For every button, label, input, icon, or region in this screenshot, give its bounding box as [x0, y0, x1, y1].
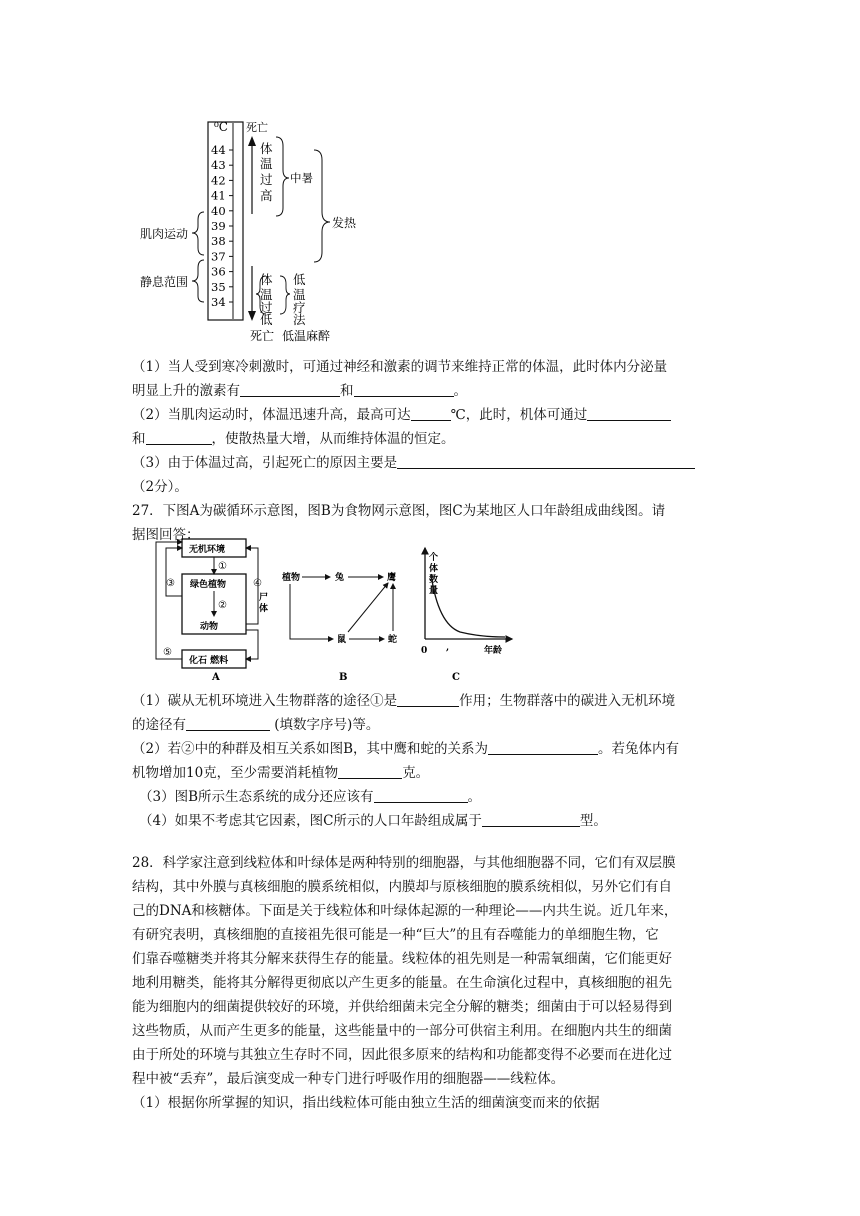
q26-part2-line1: （2）当肌肉运动时，体温迅速升高，最高可达 ℃，此时，机体可通过: [132, 403, 671, 427]
svg-text:法: 法: [293, 312, 306, 327]
fever-brace: [314, 150, 330, 262]
q28-line: 结构，其中外膜与真核细胞的膜系统相似，内膜却与原核细胞的膜系统相似，另外它们有自: [132, 879, 672, 895]
corpse-label-1: 尸: [259, 593, 269, 603]
high-temp-label: [260, 141, 273, 203]
q28-line: 程中被“丢弃”，最后演变成一种专门进行呼吸作用的细胞器——线粒体。: [132, 1071, 565, 1087]
svg-text:无机环境: 无机环境: [189, 545, 226, 555]
svg-text:数: 数: [429, 575, 439, 585]
svg-text:蛇: 蛇: [388, 635, 398, 645]
unit-label: ⁰C: [214, 120, 228, 134]
q28-line: 这些物质，从而产生更多的能量，这些能量中的一部分可供宿主利用。在细胞内共生的细菌: [132, 1023, 672, 1039]
svg-text:年龄: 年龄: [484, 646, 503, 656]
svg-text:植物: 植物: [282, 573, 301, 583]
up-arrow-icon: [248, 136, 256, 146]
figure-abc: [0, 534, 860, 684]
svg-text:鹰: 鹰: [387, 573, 397, 583]
answer-blank[interactable]: [488, 739, 598, 755]
answer-blank[interactable]: [397, 453, 695, 469]
svg-text:低: 低: [260, 312, 273, 327]
q28-passage: [132, 851, 732, 1115]
q28-line: 由于所处的环境与其独立生存时不同，因此很多原来的结构和功能都变得不必要而在进化过: [132, 1047, 672, 1063]
svg-text:③: ③: [166, 578, 175, 589]
down-arrow-icon: [248, 311, 256, 321]
figure-b-label: B: [339, 672, 348, 683]
scale-value: 43: [211, 158, 226, 173]
svg-text:兔: 兔: [335, 573, 345, 583]
svg-text:⑤: ⑤: [163, 647, 172, 658]
q27-part2-line2: 机物增加10克，至少需要消耗植物 克。: [132, 765, 430, 781]
resting-brace: [192, 260, 204, 302]
svg-text:,: ,: [446, 643, 450, 653]
answer-blank[interactable]: [338, 763, 402, 779]
q28-line: 有研究表明，真核细胞的直接祖先很可能是一种“巨大”的且有吞噬能力的单细胞生物，它: [132, 927, 659, 943]
figure-c-label: C: [452, 672, 460, 683]
fever-label: 发热: [332, 216, 357, 230]
scale-value: 36: [211, 264, 226, 279]
corpse-label-2: 体: [259, 604, 269, 614]
low-temp-right-brace: [280, 276, 290, 314]
answer-blank[interactable]: [587, 405, 671, 421]
heatstroke-brace: [276, 137, 289, 216]
carbon-cycle-diagram: [156, 539, 268, 683]
answer-blank[interactable]: [482, 811, 580, 827]
q27-part1-line1: （1）碳从无机环境进入生物群落的途径①是 作用；生物群落中的碳进入无机环境: [132, 693, 676, 709]
population-curve: [431, 574, 505, 637]
svg-text:过: 过: [260, 172, 273, 187]
svg-text:温: 温: [260, 287, 273, 302]
answer-blank[interactable]: [186, 715, 270, 731]
scale-value: 35: [211, 279, 226, 294]
svg-text:高: 高: [260, 188, 273, 203]
svg-text:动物: 动物: [200, 622, 219, 632]
svg-text:0: 0: [421, 646, 428, 656]
scale-value: 44: [211, 143, 226, 157]
q28-line: 己的DNA和核糖体。下面是关于线粒体和叶绿体起源的一种理论——内共生说。近几年来，: [132, 903, 678, 919]
scale-value: 40: [211, 203, 226, 218]
svg-text:化石 燃料: 化石 燃料: [189, 656, 229, 666]
answer-blank[interactable]: [146, 429, 212, 445]
svg-text:体: 体: [260, 272, 273, 287]
q26-part2-line2: 和 ，使散热量大增，从而维持体温的恒定。: [132, 431, 455, 447]
scale-value: 38: [211, 234, 226, 249]
q27-part1-line2: 的途径有 (填数字序号)等。: [132, 717, 380, 733]
svg-text:低: 低: [293, 272, 306, 287]
svg-text:个: 个: [429, 553, 439, 563]
q26-part3-line2: （2分）。: [132, 479, 188, 495]
svg-text:④: ④: [253, 578, 262, 589]
q26-part1-line2: 明显上升的激素有 和 。: [132, 383, 467, 399]
svg-text:体: 体: [260, 141, 273, 156]
q26-part1-line1: （1）当人受到寒冷刺激时，可通过神经和激素的调节来维持正常的体温，此时体内分泌量: [132, 359, 668, 375]
scale-value: 34: [211, 295, 226, 309]
q27-intro-line2: 据图回答：: [132, 527, 200, 543]
q28-line: 地利用糖类，能将其分解得更彻底以产生更多的能量。在生命演化过程中，真核细胞的祖先: [132, 975, 672, 991]
top-death-label: 死亡: [246, 121, 268, 134]
svg-text:量: 量: [429, 586, 439, 596]
q27-part4: （4）如果不考虑其它因素，图C所示的人口年龄组成属于 型。: [139, 813, 607, 829]
scale-value: 37: [211, 249, 226, 264]
hypothermia-anesthesia-label: 低温麻醉: [282, 329, 331, 343]
svg-text:过: 过: [260, 300, 273, 315]
heatstroke-label: 中暑: [290, 171, 313, 185]
figure-a-label: A: [212, 672, 220, 683]
answer-blank[interactable]: [240, 381, 340, 397]
answer-blank[interactable]: [374, 787, 468, 803]
age-structure-chart: [421, 548, 512, 683]
q26-part3-line1: （3）由于体温过高，引起死亡的原因主要是: [132, 451, 695, 475]
svg-text:温: 温: [293, 287, 306, 302]
resting-range-label: 静息范围: [140, 275, 189, 289]
answer-blank[interactable]: [397, 691, 459, 707]
svg-text:鼠: 鼠: [337, 635, 347, 645]
svg-text:疗: 疗: [293, 300, 306, 315]
svg-text:温: 温: [260, 156, 273, 171]
q28-line: 能为细胞内的细菌提供较好的环境，并供给细菌未完全分解的糖类；细菌由于可以轻易得到: [132, 999, 672, 1015]
q28-line: 28．科学家注意到线粒体和叶绿体是两种特别的细胞器，与其他细胞器不同，它们有双层膜: [132, 855, 676, 871]
q28-line: 们靠吞噬糖类并将其分解来获得生存的能量。线粒体的祖先则是一种需氧细菌，它们能更好: [132, 951, 672, 967]
temperature-scale: [211, 143, 233, 309]
q27-intro-line1: 27．下图A为碳循环示意图，图B为食物网示意图，图C为某地区人口年龄组成曲线图。请: [132, 503, 666, 519]
svg-text:①: ①: [218, 561, 227, 572]
svg-text:②: ②: [218, 600, 227, 611]
svg-text:体: 体: [429, 564, 439, 574]
q28-question-1: （1）根据你所掌握的知识，指出线粒体可能由独立生活的细菌演变而来的依据: [132, 1095, 600, 1111]
answer-blank[interactable]: [354, 381, 454, 397]
temperature-diagram: [0, 0, 860, 360]
food-web-diagram: [282, 571, 398, 683]
q27-part3: （3）图B所示生态系统的成分还应该有 。: [139, 789, 482, 805]
svg-text:绿色植物: 绿色植物: [190, 580, 227, 590]
answer-blank[interactable]: [411, 405, 451, 421]
scale-value: 39: [211, 219, 226, 233]
q27-part2-line1: （2）若②中的种群及相互关系如图B，其中鹰和蛇的关系为 。若兔体内有: [132, 741, 680, 757]
scale-value: 41: [211, 188, 226, 203]
low-temp-therapy-label: [293, 272, 306, 327]
bottom-death-label: 死亡: [250, 329, 275, 343]
scale-value: 42: [211, 173, 226, 188]
muscle-exercise-label: 肌肉运动: [140, 227, 189, 241]
exercise-brace: [192, 212, 204, 255]
low-temp-label: [260, 272, 273, 327]
